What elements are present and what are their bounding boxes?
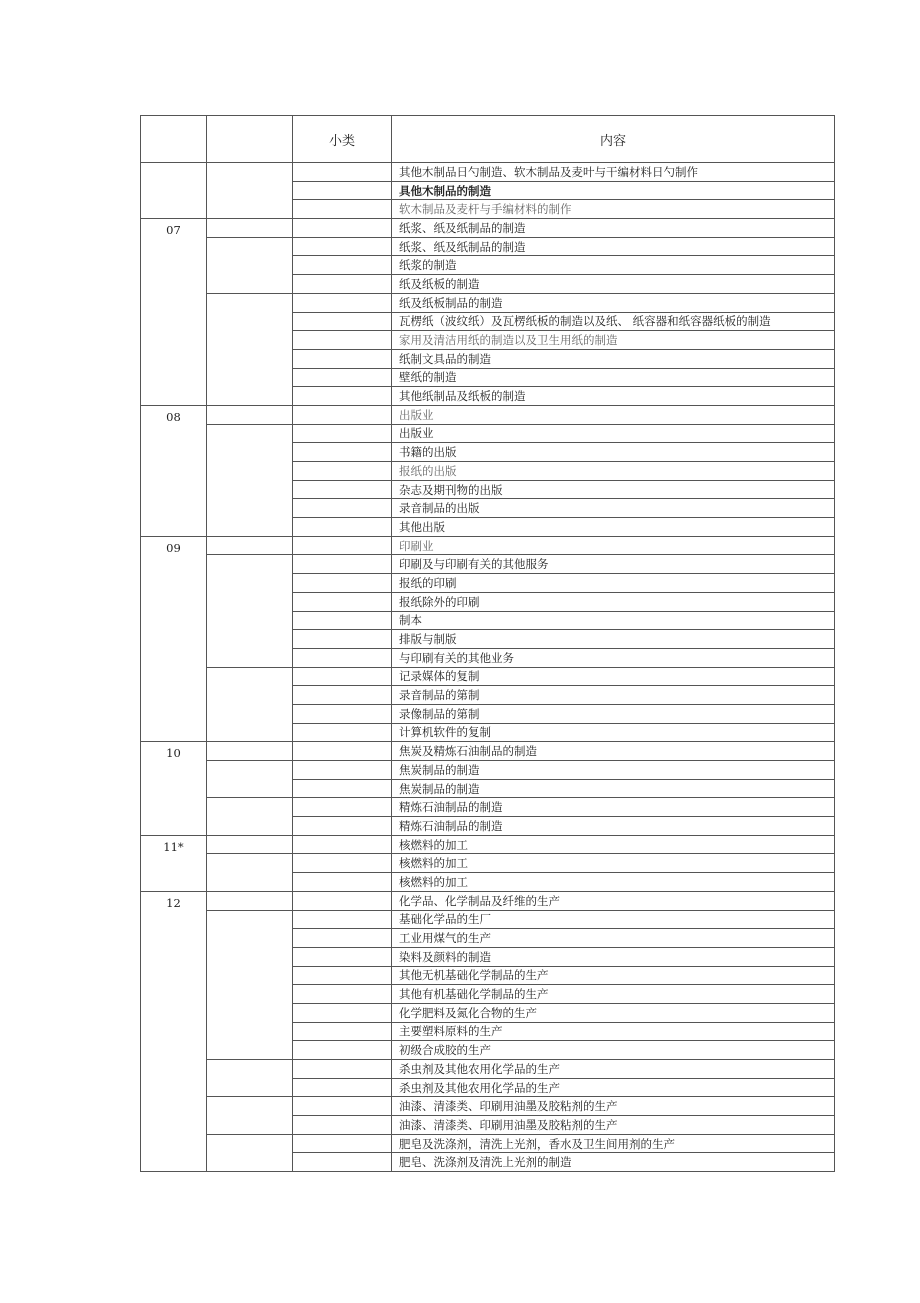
- content-cell: 肥皂、洗涤剂及清洗上光剂的制造: [392, 1153, 835, 1172]
- table-row: [141, 293, 835, 312]
- content-cell: 主要塑料原料的生产: [392, 1022, 835, 1041]
- subcategory-cell: [293, 592, 392, 611]
- content-cell: 排版与制版: [392, 630, 835, 649]
- group-cell: [207, 293, 293, 405]
- content-cell: 其他纸制品及纸板的制造: [392, 387, 835, 406]
- subcategory-cell: [293, 686, 392, 705]
- subcategory-cell: [293, 387, 392, 406]
- content-cell: 纸制文具品的制造: [392, 349, 835, 368]
- subcategory-cell: [293, 163, 392, 182]
- content-cell: 其他木制品日勺制造、软木制品及麦叶与干编材料日勺制作: [392, 163, 835, 182]
- content-cell: 精炼石油制品的制造: [392, 798, 835, 817]
- code-cell: 11*: [141, 835, 207, 891]
- subcategory-cell: [293, 424, 392, 443]
- subcategory-cell: [293, 368, 392, 387]
- content-cell: 壁纸的制造: [392, 368, 835, 387]
- group-cell: [207, 237, 293, 293]
- table-row: [141, 891, 835, 910]
- content-cell: 出版业: [392, 405, 835, 424]
- content-cell: 家用及清洁用纸的制造以及卫生用纸的制造: [392, 331, 835, 350]
- table-row: [141, 1060, 835, 1079]
- content-cell: 纸浆的制造: [392, 256, 835, 275]
- subcategory-cell: [293, 443, 392, 462]
- table-row: [141, 424, 835, 443]
- content-cell: 精炼石油制品的制造: [392, 817, 835, 836]
- code-cell: [141, 163, 207, 219]
- table-row: [141, 1134, 835, 1153]
- content-cell: 其他出版: [392, 518, 835, 537]
- content-cell: 具他木制品的制造: [392, 181, 835, 200]
- subcategory-cell: [293, 873, 392, 892]
- subcategory-cell: [293, 1116, 392, 1135]
- content-cell: 出版业: [392, 424, 835, 443]
- content-cell: 瓦楞纸（波纹纸）及瓦楞纸板的制造以及纸、 纸容器和纸容器纸板的制造: [392, 312, 835, 331]
- subcategory-cell: [293, 462, 392, 481]
- content-cell: 焦炭及精炼石油制品的制造: [392, 742, 835, 761]
- table-row: [141, 910, 835, 929]
- content-cell: 报纸除外的印刷: [392, 592, 835, 611]
- subcategory-cell: [293, 574, 392, 593]
- header-cell-2: [207, 116, 293, 163]
- table-row: [141, 854, 835, 873]
- content-cell: 与印刷有关的其他业务: [392, 648, 835, 667]
- content-cell: 杀虫剂及其他农用化学品的生产: [392, 1078, 835, 1097]
- subcategory-cell: [293, 1078, 392, 1097]
- subcategory-cell: [293, 1153, 392, 1172]
- group-cell: [207, 761, 293, 798]
- content-cell: 记录媒体的复制: [392, 667, 835, 686]
- subcategory-cell: [293, 555, 392, 574]
- subcategory-cell: [293, 742, 392, 761]
- group-cell: [207, 405, 293, 424]
- group-cell: [207, 910, 293, 1060]
- subcategory-cell: [293, 947, 392, 966]
- subcategory-cell: [293, 181, 392, 200]
- subcategory-cell: [293, 312, 392, 331]
- content-cell: 工业用煤气的生产: [392, 929, 835, 948]
- table-row: [141, 742, 835, 761]
- content-cell: 核燃料的加工: [392, 835, 835, 854]
- subcategory-cell: [293, 761, 392, 780]
- content-cell: 杀虫剂及其他农用化学品的生产: [392, 1060, 835, 1079]
- subcategory-cell: [293, 1003, 392, 1022]
- content-cell: 基础化学品的生厂: [392, 910, 835, 929]
- group-cell: [207, 667, 293, 742]
- content-cell: 报纸的印刷: [392, 574, 835, 593]
- subcategory-cell: [293, 349, 392, 368]
- subcategory-cell: [293, 667, 392, 686]
- code-cell: 12: [141, 891, 207, 1171]
- group-cell: [207, 854, 293, 891]
- subcategory-cell: [293, 499, 392, 518]
- group-cell: [207, 163, 293, 219]
- group-cell: [207, 835, 293, 854]
- subcategory-cell: [293, 219, 392, 238]
- group-cell: [207, 424, 293, 536]
- table-row: [141, 667, 835, 686]
- subcategory-cell: [293, 1041, 392, 1060]
- subcategory-cell: [293, 275, 392, 294]
- subcategory-cell: [293, 723, 392, 742]
- header-cell-1: [141, 116, 207, 163]
- content-cell: 油漆、清漆类、印刷用油墨及胶粘剂的生产: [392, 1097, 835, 1116]
- content-cell: 焦炭制品的制造: [392, 779, 835, 798]
- subcategory-cell: [293, 237, 392, 256]
- subcategory-cell: [293, 891, 392, 910]
- code-cell: 09: [141, 536, 207, 742]
- group-cell: [207, 536, 293, 555]
- content-cell: 纸及纸板制品的制造: [392, 293, 835, 312]
- header-row: [141, 116, 835, 163]
- subcategory-cell: [293, 817, 392, 836]
- content-cell: 印刷业: [392, 536, 835, 555]
- group-cell: [207, 742, 293, 761]
- subcategory-cell: [293, 798, 392, 817]
- table-row: [141, 798, 835, 817]
- table-row: [141, 163, 835, 182]
- classification-table: [140, 115, 835, 1172]
- content-cell: 录音制品的第制: [392, 686, 835, 705]
- content-cell: 软木制品及麦杆与手编材料的制作: [392, 200, 835, 219]
- header-subcategory: 小类: [293, 116, 392, 163]
- subcategory-cell: [293, 1060, 392, 1079]
- content-cell: 杂志及期刊物的出版: [392, 480, 835, 499]
- group-cell: [207, 555, 293, 667]
- group-cell: [207, 1134, 293, 1171]
- content-cell: 染料及颜料的制造: [392, 947, 835, 966]
- subcategory-cell: [293, 835, 392, 854]
- content-cell: 肥皂及洗涤剂，清洗上光剂，香水及卫生间用剂的生产: [392, 1134, 835, 1153]
- code-cell: 08: [141, 405, 207, 536]
- table-row: [141, 237, 835, 256]
- group-cell: [207, 891, 293, 910]
- group-cell: [207, 798, 293, 835]
- subcategory-cell: [293, 293, 392, 312]
- table-row: [141, 1097, 835, 1116]
- group-cell: [207, 219, 293, 238]
- subcategory-cell: [293, 1022, 392, 1041]
- content-cell: 纸浆、纸及纸制品的制造: [392, 237, 835, 256]
- content-cell: 核燃料的加工: [392, 854, 835, 873]
- content-cell: 报纸的出版: [392, 462, 835, 481]
- code-cell: 07: [141, 219, 207, 406]
- subcategory-cell: [293, 536, 392, 555]
- content-cell: 油漆、清漆类、印刷用油墨及胶粘剂的生产: [392, 1116, 835, 1135]
- subcategory-cell: [293, 910, 392, 929]
- content-cell: 书籍的出版: [392, 443, 835, 462]
- table-row: [141, 219, 835, 238]
- subcategory-cell: [293, 611, 392, 630]
- subcategory-cell: [293, 779, 392, 798]
- content-cell: 录音制品的出版: [392, 499, 835, 518]
- content-cell: 化学品、化学制品及纤维的生产: [392, 891, 835, 910]
- subcategory-cell: [293, 200, 392, 219]
- content-cell: 计算机软件的复制: [392, 723, 835, 742]
- subcategory-cell: [293, 518, 392, 537]
- subcategory-cell: [293, 985, 392, 1004]
- subcategory-cell: [293, 480, 392, 499]
- content-cell: 制本: [392, 611, 835, 630]
- table-row: [141, 405, 835, 424]
- group-cell: [207, 1097, 293, 1134]
- content-cell: 纸浆、纸及纸制品的制造: [392, 219, 835, 238]
- subcategory-cell: [293, 331, 392, 350]
- header-content: 内容: [392, 116, 835, 163]
- subcategory-cell: [293, 966, 392, 985]
- table-row: [141, 761, 835, 780]
- table-row: [141, 555, 835, 574]
- subcategory-cell: [293, 929, 392, 948]
- content-cell: 纸及纸板的制造: [392, 275, 835, 294]
- content-cell: 初级合成胶的生产: [392, 1041, 835, 1060]
- subcategory-cell: [293, 1134, 392, 1153]
- content-cell: 核燃料的加工: [392, 873, 835, 892]
- group-cell: [207, 1060, 293, 1097]
- subcategory-cell: [293, 704, 392, 723]
- content-cell: 录像制品的第制: [392, 704, 835, 723]
- code-cell: 10: [141, 742, 207, 835]
- content-cell: 印刷及与印刷有关的其他服务: [392, 555, 835, 574]
- content-cell: 焦炭制品的制造: [392, 761, 835, 780]
- subcategory-cell: [293, 256, 392, 275]
- subcategory-cell: [293, 630, 392, 649]
- content-cell: 其他有机基础化学制品的生产: [392, 985, 835, 1004]
- content-cell: 其他无机基础化学制品的生产: [392, 966, 835, 985]
- subcategory-cell: [293, 1097, 392, 1116]
- subcategory-cell: [293, 405, 392, 424]
- table-row: [141, 536, 835, 555]
- content-cell: 化学肥料及氮化合物的生产: [392, 1003, 835, 1022]
- table-row: [141, 835, 835, 854]
- subcategory-cell: [293, 648, 392, 667]
- subcategory-cell: [293, 854, 392, 873]
